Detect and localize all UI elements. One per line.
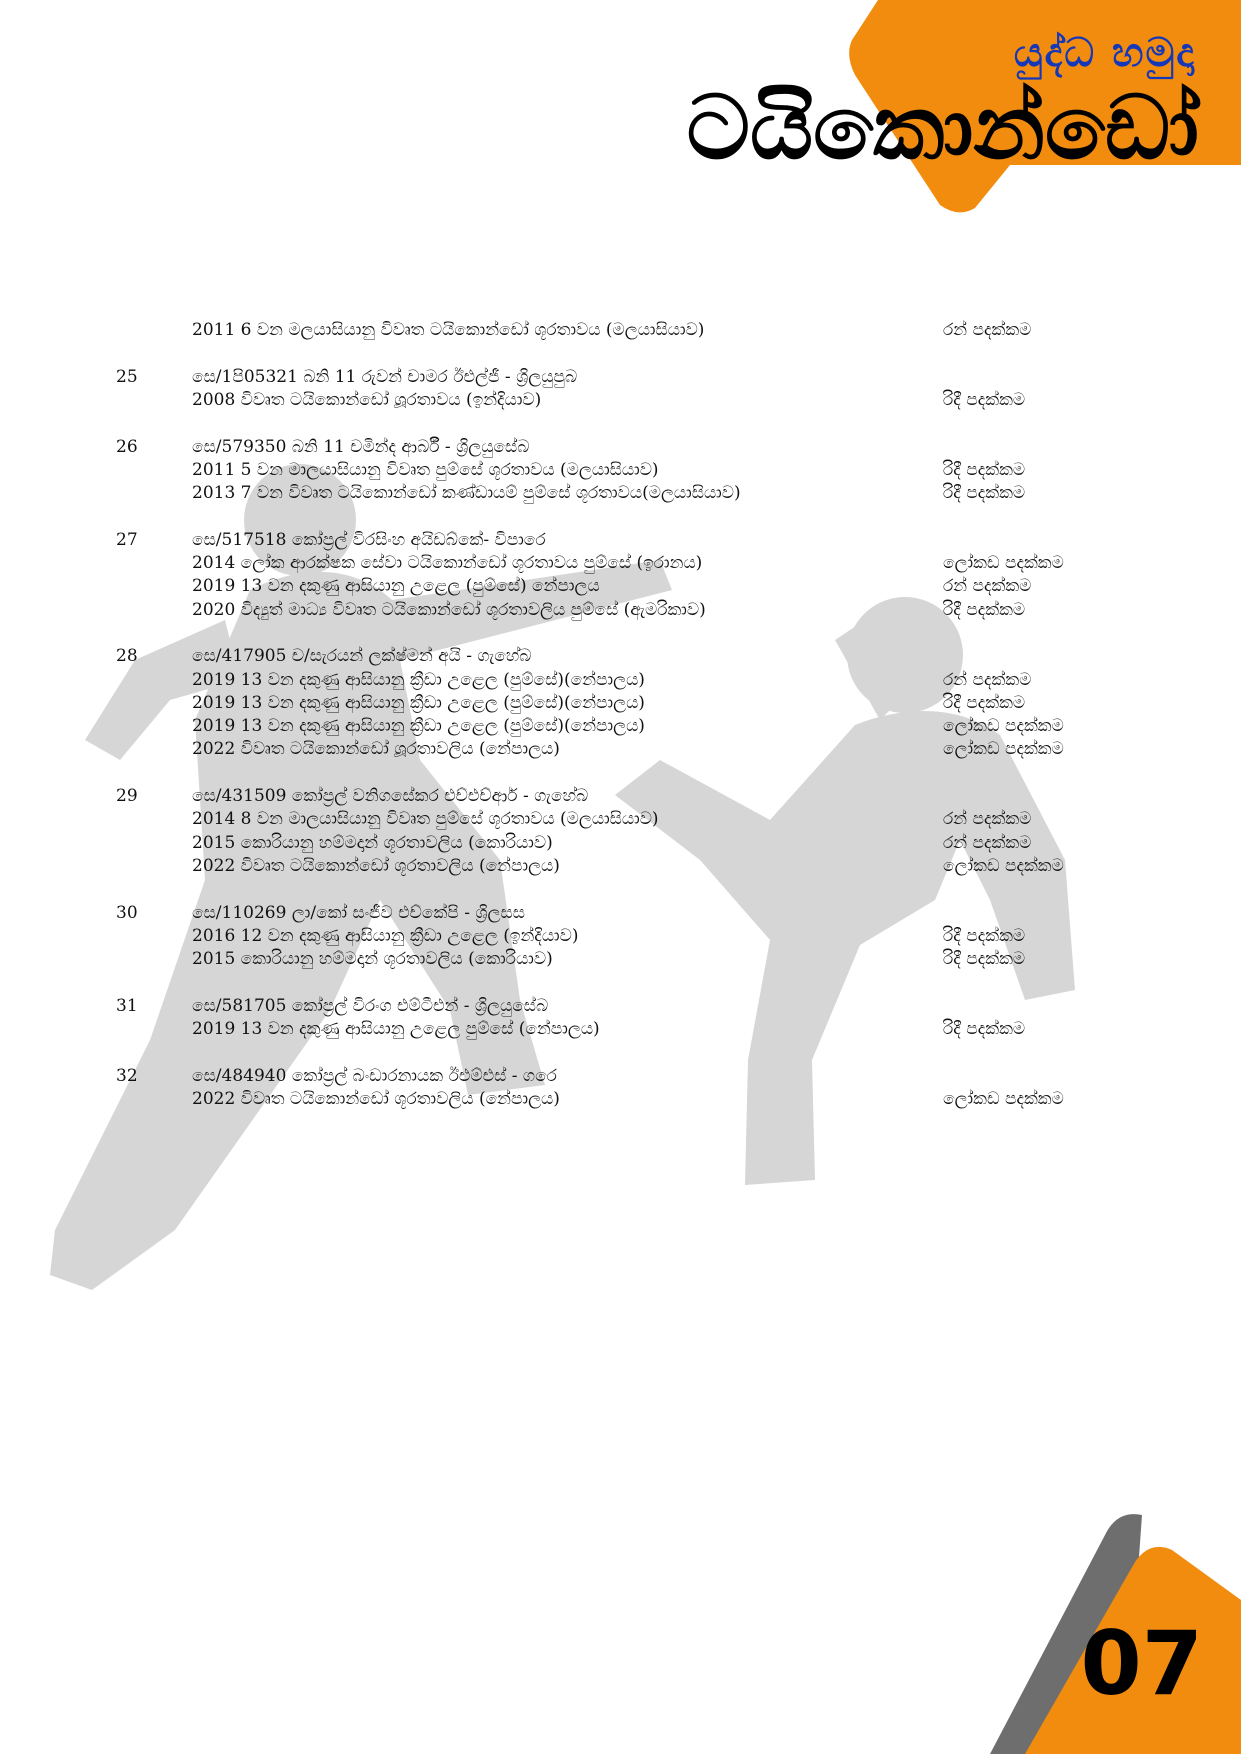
entry-number: 31 [116,995,138,1016]
event-text: 2019 13 වන දකුණු ආසියානු උළෙල පුම්සේ (නේපාලය) [192,1019,600,1039]
entry-header: සෙ/417905 ච/සැරයන් ලක්ෂ්මන් අයි - ගැහේබ [192,646,532,667]
event-text: 2015 කොරියානු හම්මදාන් ශූරතාවලිය (කොරියාව) [192,832,553,853]
medal-text: රිදී පදක්කම [943,459,1026,480]
event-text: 2014 8 වන මාලයාසියානු විවෘත පුම්සේ ශූරතාවය (මලයාසියාව) [192,809,659,830]
entry-header: සෙ/484940 කෝප්‍රල් බංඩාරනායක ඊඑම්එස් - ගරෙ [192,1065,557,1086]
entry-number: 27 [116,529,138,550]
medal-text: රන් පදක්කම [943,832,1032,853]
entry-header: සෙ/1පි05321 බනි 11 රුවන් චාමර ඊඑල්ජී - ශ්‍රිලයුපුබ [192,366,578,387]
event-text: 2019 13 වන දකුණු ආසියානු ක්‍රීඩා උළෙල (පුම්සේ)(නේපාලය) [192,716,645,737]
event-text: 2019 13 වන දකුණු ආසියානු උළෙල (පුම්සේ) නේපාලය [192,576,600,597]
entry-number: 29 [116,786,138,806]
medal-text: රිදී පදක්කම [943,599,1026,620]
medal-text: රිදී පදක්කම [943,949,1026,970]
entry-number: 28 [116,646,138,667]
medal-text: රිදී පදක්කම [943,925,1026,946]
event-text: 2008 විවෘත ටයිකොන්ඩෝ ශ‍ූරතාවය (ඉන්දියාව) [192,389,542,410]
entry-header: සෙ/517518 කෝප්‍රල් විරසිංහ අයිඩබ්කේ- විපාරෙ [192,529,546,550]
event-text: 2016 12 වන දකුණු ආසියානු ක්‍රීඩා උළෙල (ඉන්දියාව) [192,925,579,946]
event-text: 2022 විවෘත ටයිකොන්ඩෝ ශූරතාවලිය (නේපාලය) [192,855,560,876]
event-text: 2022 විවෘත ටයිකොන්ඩෝ ශූරතාවලිය (නේපාලය) [192,1088,560,1109]
entry-header: සෙ/431509 කෝප්‍රල් වනිගසේකර එච්එච්ආර් - ගැහේබ [192,786,589,806]
medal-text: රන් පදක්කම [943,576,1032,597]
event-text: 2020 විද්‍යුත් මාධ්‍ය විවෘත ටයිකොන්ඩෝ ශූරතාවලිය පුම්සේ (ඇමරිකාව) [192,599,706,620]
medal-text: ලෝකඩ පදක්කම [943,553,1064,573]
entry-number: 26 [116,436,138,457]
page-number: 07 [1080,1612,1203,1715]
event-text: 2014 ලෝක ආරක්ෂක සේවා ටයිකොන්ඩෝ ශූරතාවය පුම්සේ (ඉරානය) [192,553,703,573]
event-text: 2011 5 වන මාලයාසියානු විවෘත පුම්සේ ශූරතාවය (මලයාසියාව) [192,459,659,480]
event-text: 2019 13 වන දකුණු ආසියානු ක්‍රීඩා උළෙල (පුම්සේ)(නේපාලය) [192,669,645,690]
medal-text: රිදී පදක්කම [943,389,1026,410]
medal-text: රිදී පදක්කම [943,1019,1026,1039]
event-text: 2019 13 වන දකුණු ආසියානු ක්‍රීඩා උළෙල (පුම්සේ)(නේපාලය) [192,692,645,713]
entry-header: සෙ/581705 කෝප්‍රල් විරංග එම්ටීඑන් - ශ්‍රිලයුසේබ [192,995,549,1016]
event-text: 2015 කොරියානු හම්මදාන් ශූරතාවලිය (කොරියාව) [192,949,553,970]
event-text: 2011 6 වන මලයාසියානු විවෘත ටයිකොන්ඩෝ ශූරතාවය (මලයාසියාව) [192,320,705,340]
medal-text: රිදී පදක්කම [943,483,1026,504]
medal-text: ලෝකඩ පදක්කම [943,1088,1064,1109]
event-text: 2022 විවෘත ටයිකොන්ඩෝ ශ‍ූරතාවලිය (නේපාලය) [192,739,560,760]
entry-number: 30 [116,902,138,923]
medal-text: රන් පදක්කම [943,669,1032,690]
medal-text: ලෝකඩ පදක්කම [943,739,1064,760]
medal-text: රන් පදක්කම [943,809,1032,830]
entry-number: 32 [116,1065,138,1086]
entry-header: සෙ/579350 බනි 11 චමින්ද ආර්බී - ශ්‍රිලයුසේබ [192,436,530,457]
event-text: 2013 7 වන විවෘත ටයිකොන්ඩෝ කණ්ඩායම් පුම්සේ ශූරතාවය(මලයාසියාව) [192,483,741,504]
medal-text: රන් පදක්කම [943,320,1032,340]
medal-text: ලෝකඩ පදක්කම [943,855,1064,876]
header-subtitle: යුද්ධ හමුදා [1013,30,1196,76]
medal-text: රිදී පදක්කම [943,692,1026,713]
page-title: ටයිකොන්ඩෝ [686,76,1199,179]
entry-header: සෙ/110269 ලා/කෝ සංජීව එච්කේපි - ශ්‍රිලසස [192,902,525,923]
entry-number: 25 [116,366,138,387]
medal-text: ලෝකඩ පදක්කම [943,716,1064,737]
